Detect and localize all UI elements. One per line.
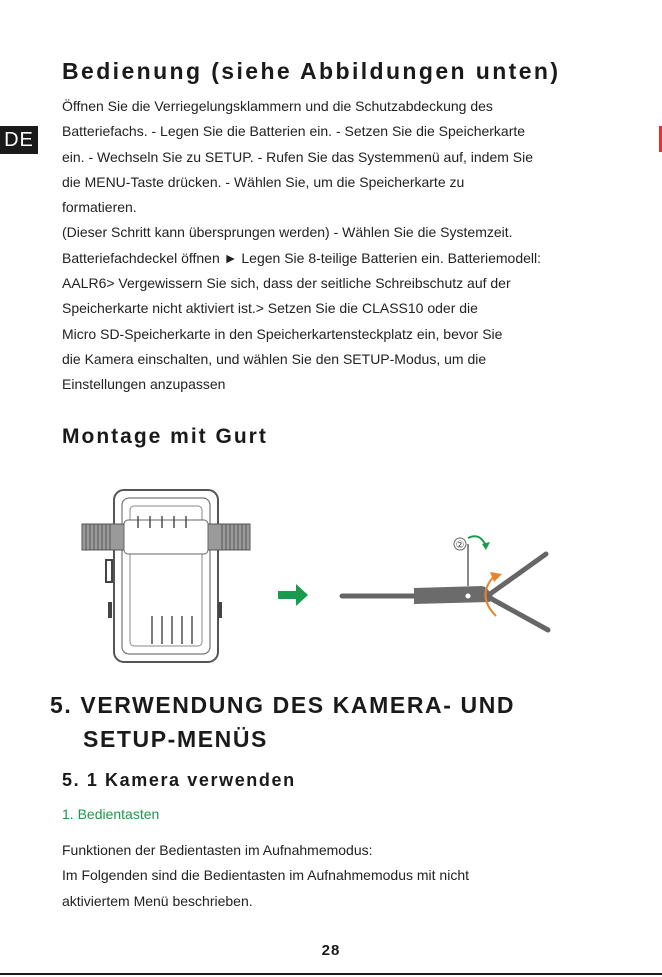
text-line: Im Folgenden sind die Bedientasten im Aufnahmemodus mit nicht	[62, 867, 470, 884]
bottom-rule	[0, 973, 662, 975]
section-heading-strap-mount: Montage mit Gurt	[62, 425, 268, 448]
camera-back-illustration	[82, 490, 250, 662]
subsection-heading: 5. 1 Kamera verwenden	[62, 770, 296, 790]
text-line: Micro SD-Speicherkarte in den Speicherkartensteckplatz ein, bevor Sie	[62, 325, 503, 342]
text-line: ein. - Wechseln Sie zu SETUP. - Rufen Sie das Systemmenü auf, indem Sie	[62, 148, 534, 165]
chapter-title-line2: SETUP-MENÜS	[83, 726, 269, 752]
text-line: die MENU-Taste drücken. - Wählen Sie, um die Speicherkarte zu	[62, 173, 465, 190]
text-line: Einstellungen anzupassen	[62, 376, 226, 393]
controls-paragraph	[62, 838, 652, 914]
green-arrow-icon	[278, 584, 308, 606]
text-line: AALR6> Vergewissern Sie sich, dass der seitliche Schreibschutz auf der	[62, 275, 511, 292]
section-heading-operation: Bedienung (siehe Abbildungen unten)	[62, 58, 561, 84]
chapter-title	[50, 688, 515, 756]
language-tab: DE	[0, 126, 38, 154]
text-line: Speicherkarte nicht aktiviert ist.> Setzen Sie die CLASS10 oder die	[62, 300, 478, 317]
text-line: Batteriefachdeckel öffnen ► Legen Sie 8-teilige Batterien ein. Batteriemodell:	[62, 249, 542, 266]
text-line: (Dieser Schritt kann übersprungen werden) - Wählen Sie die Systemzeit.	[62, 224, 513, 241]
subsection-label: 1. Bedientasten	[62, 806, 160, 822]
step-number-label: ②	[455, 540, 465, 551]
chapter-title-line1: 5. VERWENDUNG DES KAMERA- UND	[50, 692, 516, 718]
text-line: Öffnen Sie die Verriegelungsklammern und die Schutzabdeckung des	[62, 98, 493, 114]
text-line: formatieren.	[62, 199, 137, 216]
text-line: aktiviertem Menü beschrieben.	[62, 892, 253, 909]
strap-mount-figure	[70, 480, 590, 670]
text-line: die Kamera einschalten, und wählen Sie den SETUP-Modus, um die	[62, 350, 487, 367]
text-line: Funktionen der Bedientasten im Aufnahmemodus:	[62, 842, 373, 858]
text-line: Batteriefachs. - Legen Sie die Batterien ein. - Setzen Sie die Speicherkarte	[62, 123, 526, 140]
page-number: 28	[321, 942, 341, 959]
strap-side-illustration	[342, 536, 548, 630]
operation-paragraph	[62, 94, 652, 398]
